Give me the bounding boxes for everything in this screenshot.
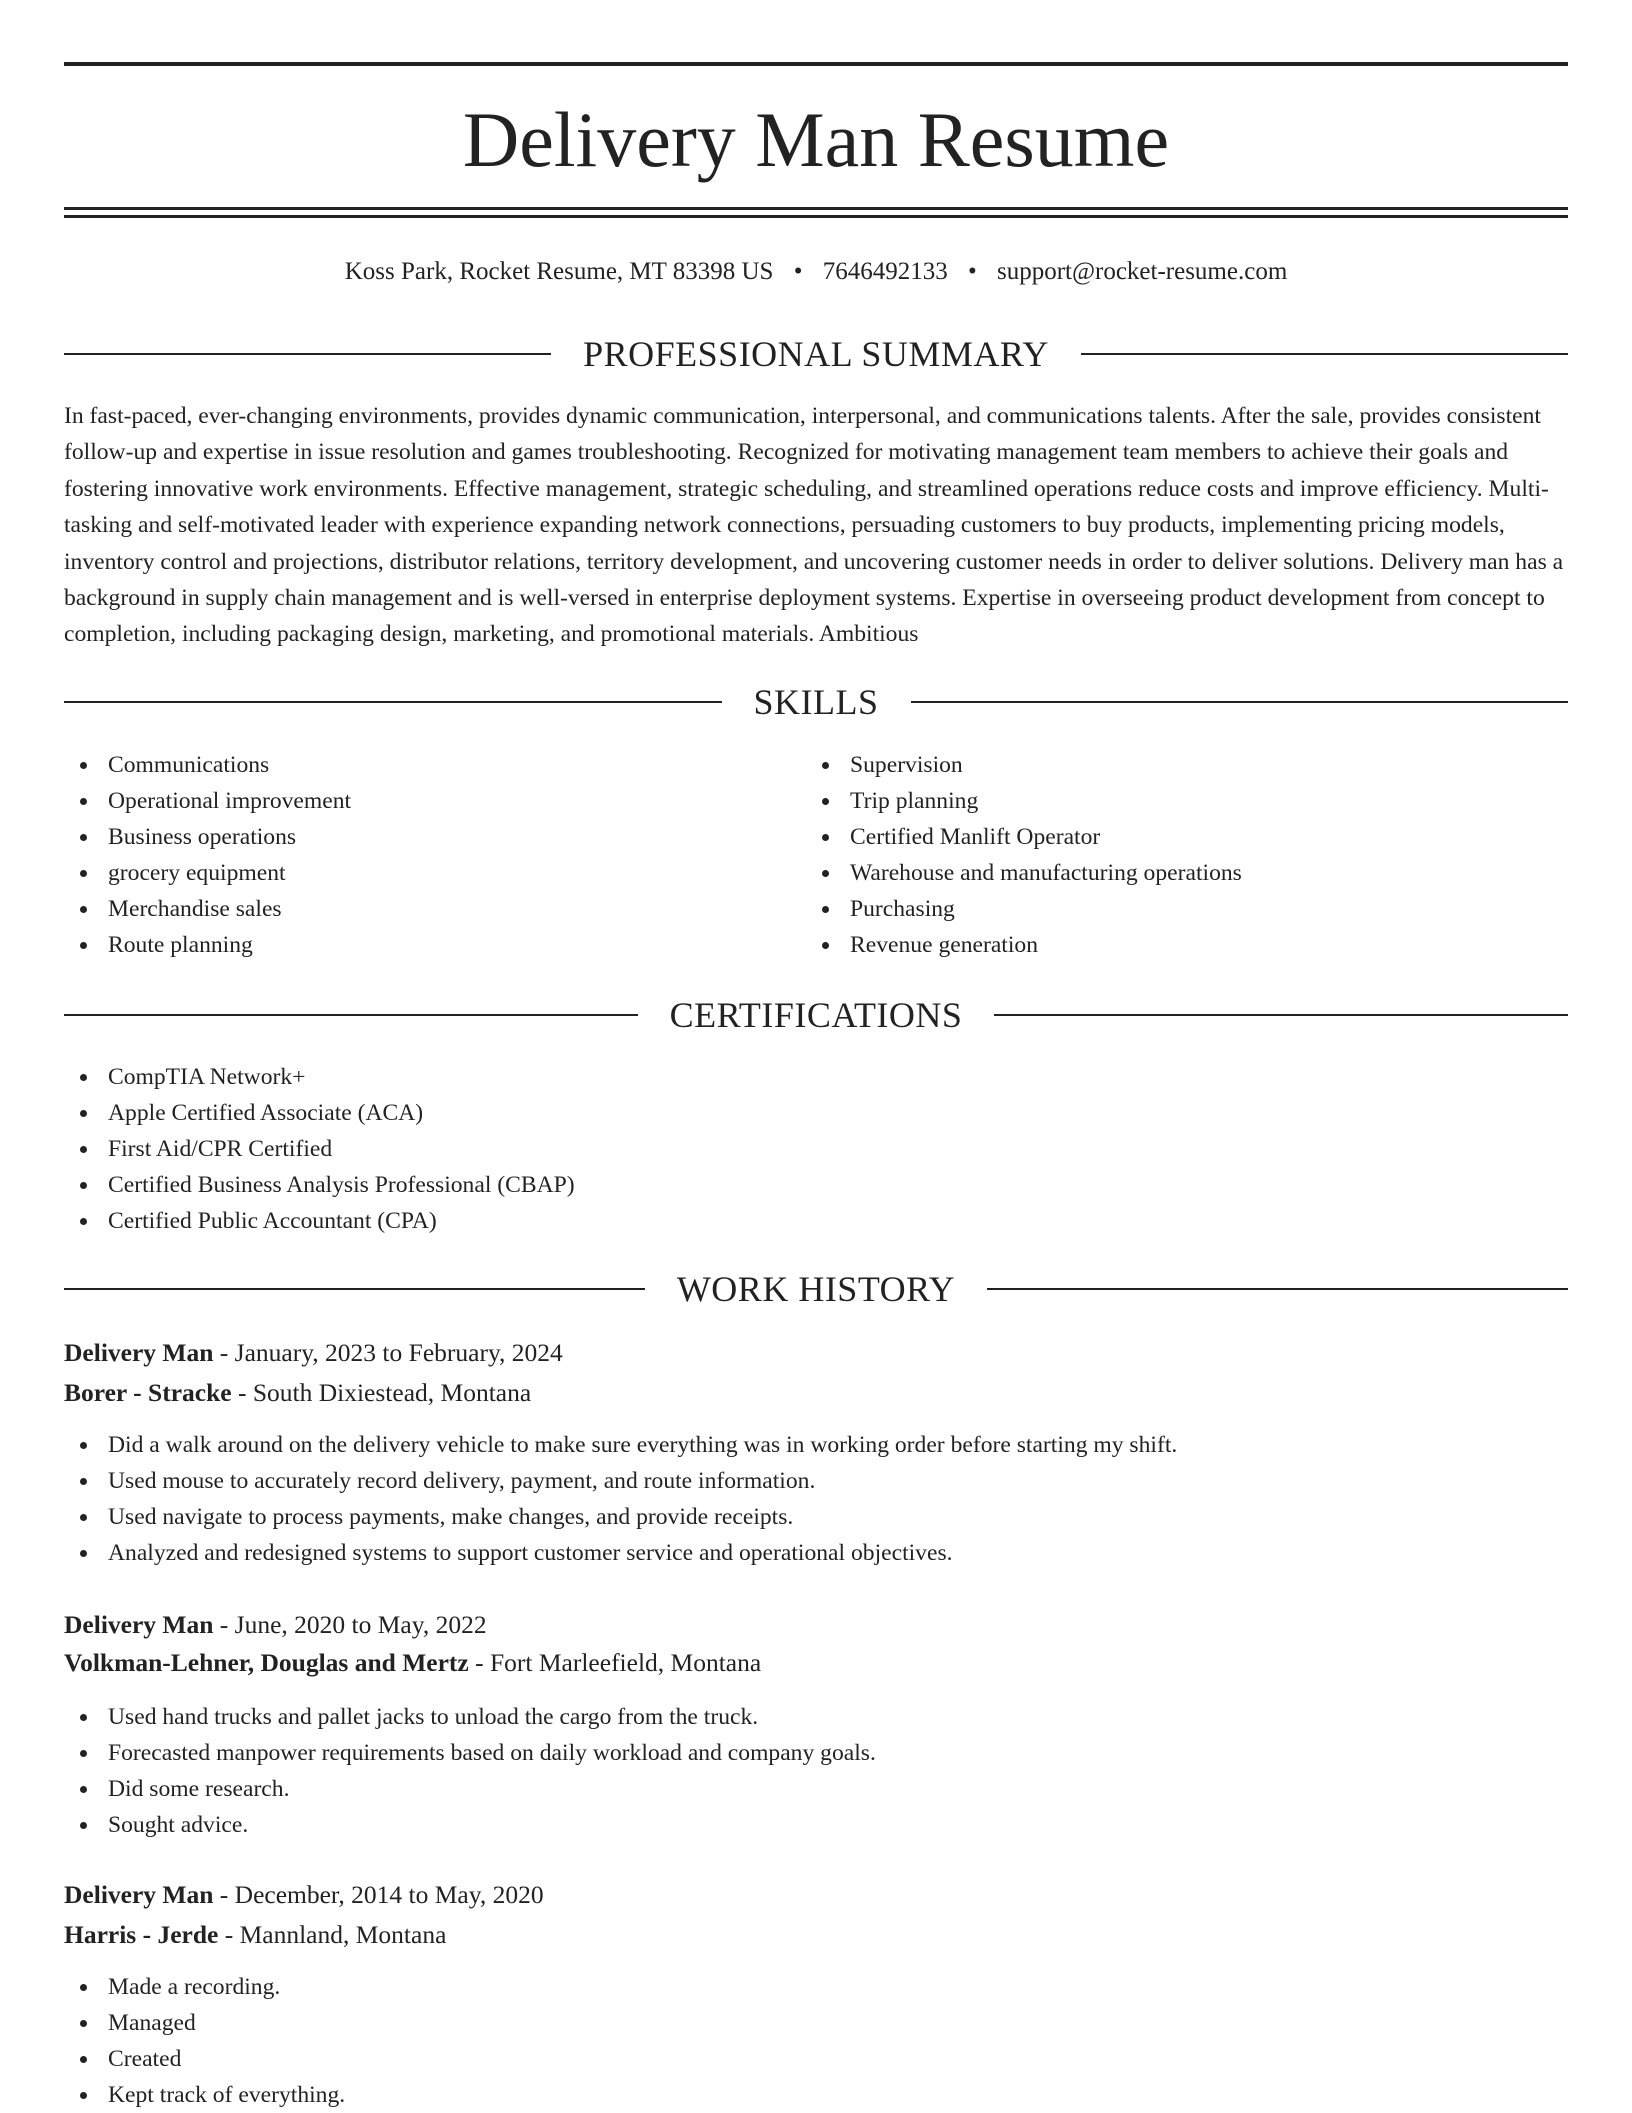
- job-duty: Forecasted manpower requirements based on daily workload and company goals.: [64, 1735, 876, 1771]
- job-duty: Analyzed and redesigned systems to support customer service and operational objectives.: [64, 1535, 1177, 1571]
- job-duty: Kept track of everything.: [64, 2077, 345, 2113]
- certification-item: Apple Certified Associate (ACA): [64, 1095, 575, 1131]
- heading-rule-left: [64, 1014, 638, 1016]
- job-location: - Fort Marleefield, Montana: [468, 1648, 762, 1677]
- heading-rule-right: [994, 1014, 1568, 1016]
- job-duty: Made a recording.: [64, 1969, 345, 2005]
- job-dates: - January, 2023 to February, 2024: [213, 1338, 563, 1367]
- skill-item: Route planning: [64, 927, 351, 963]
- work-history-heading-label: WORK HISTORY: [676, 1269, 956, 1309]
- summary-heading: [64, 332, 1568, 376]
- certifications-heading-label: CERTIFICATIONS: [669, 995, 963, 1035]
- skills-heading-label: SKILLS: [753, 682, 879, 722]
- job-company: Borer - Stracke: [64, 1378, 232, 1407]
- skills-heading: [64, 680, 1568, 724]
- certification-item: CompTIA Network+: [64, 1059, 575, 1095]
- job-company: Volkman-Lehner, Douglas and Mertz: [64, 1648, 469, 1677]
- job-company-line: [64, 1373, 531, 1413]
- skill-item: Revenue generation: [806, 927, 1242, 963]
- heading-rule-right: [911, 701, 1569, 703]
- heading-rule-right: [987, 1288, 1568, 1290]
- skill-item: Trip planning: [806, 783, 1242, 819]
- job-company: Harris - Jerde: [64, 1920, 219, 1949]
- heading-rule-left: [64, 353, 551, 355]
- certifications-heading: [64, 993, 1568, 1037]
- job-location: - South Dixiestead, Montana: [231, 1378, 532, 1407]
- job-duty: Created: [64, 2041, 345, 2077]
- summary-text: In fast-paced, ever-changing environments, provides dynamic communication, interpersonal, and communications talents. After the sale, provides consistent follow-up and expertise in issue resolution and games troubleshooting. Recognized for motivating management team members to achieve their goals and fostering innovative work environments. Effective management, strategic scheduling, and streamlined operations reduce costs and improve efficiency. Multi-tasking and self-motivated leader with experience expanding network connections, persuading customers to buy products, implementing pricing models, inventory control and projections, distributor relations, territory development, and uncovering customer needs in order to deliver solutions. Delivery man has a background in supply chain management and is well-versed in enterprise deployment systems. Expertise in overseeing product development from concept to completion, including packaging design, marketing, and promotional materials. Ambitious: [64, 403, 1564, 648]
- contact-line: [64, 252, 1568, 292]
- heading-rule-left: [64, 701, 722, 703]
- contact-email: support@rocket-resume.com: [996, 258, 1288, 285]
- skill-item: Business operations: [64, 819, 351, 855]
- job-title-line: [64, 1875, 544, 1915]
- resume-title: Delivery Man Resume: [462, 96, 1170, 183]
- contact-address: Koss Park, Rocket Resume, MT 83398 US: [344, 258, 774, 285]
- job-dates: - June, 2020 to May, 2022: [213, 1610, 487, 1639]
- heading-rule-right: [1081, 353, 1568, 355]
- job-duty: Used navigate to process payments, make changes, and provide receipts.: [64, 1499, 1177, 1535]
- skills-list-right: [806, 747, 1242, 963]
- skill-item: Purchasing: [806, 891, 1242, 927]
- job-location: - Mannland, Montana: [218, 1920, 447, 1949]
- title-double-rule: [64, 207, 1568, 218]
- job-position: Delivery Man: [64, 1338, 214, 1367]
- job-duty: Did some research.: [64, 1771, 876, 1807]
- contact-separator: •: [793, 258, 803, 285]
- job-title-line: [64, 1333, 563, 1373]
- job-duty: Did a walk around on the delivery vehicle to make sure everything was in working order before starting my shift.: [64, 1427, 1177, 1463]
- job-duties-list: [64, 1699, 876, 1843]
- skill-item: Warehouse and manufacturing operations: [806, 855, 1242, 891]
- job-duties-list: [64, 1969, 345, 2113]
- work-history-heading: [64, 1267, 1568, 1311]
- job-duty: Managed: [64, 2005, 345, 2041]
- job-duties-list: [64, 1427, 1177, 1571]
- job-position: Delivery Man: [64, 1880, 214, 1909]
- job-position: Delivery Man: [64, 1610, 214, 1639]
- job-dates: - December, 2014 to May, 2020: [213, 1880, 544, 1909]
- job-duty: Used hand trucks and pallet jacks to unload the cargo from the truck.: [64, 1699, 876, 1735]
- skill-item: grocery equipment: [64, 855, 351, 891]
- skill-item: Certified Manlift Operator: [806, 819, 1242, 855]
- summary-heading-label: PROFESSIONAL SUMMARY: [583, 334, 1049, 374]
- contact-separator: •: [967, 258, 977, 285]
- job-duty: Sought advice.: [64, 1807, 876, 1843]
- certifications-list: [64, 1059, 575, 1239]
- skill-item: Operational improvement: [64, 783, 351, 819]
- job-company-line: [64, 1915, 446, 1955]
- skill-item: Supervision: [806, 747, 1242, 783]
- certification-item: Certified Business Analysis Professional (CBAP): [64, 1167, 575, 1203]
- certification-item: Certified Public Accountant (CPA): [64, 1203, 575, 1239]
- job-duty: Used mouse to accurately record delivery, payment, and route information.: [64, 1463, 1177, 1499]
- job-company-line: [64, 1643, 761, 1683]
- heading-rule-left: [64, 1288, 645, 1290]
- certification-item: First Aid/CPR Certified: [64, 1131, 575, 1167]
- contact-phone: 7646492133: [822, 258, 948, 285]
- skill-item: Merchandise sales: [64, 891, 351, 927]
- job-title-line: [64, 1605, 487, 1645]
- skill-item: Communications: [64, 747, 351, 783]
- top-rule: [64, 62, 1568, 66]
- skills-list-left: [64, 747, 351, 963]
